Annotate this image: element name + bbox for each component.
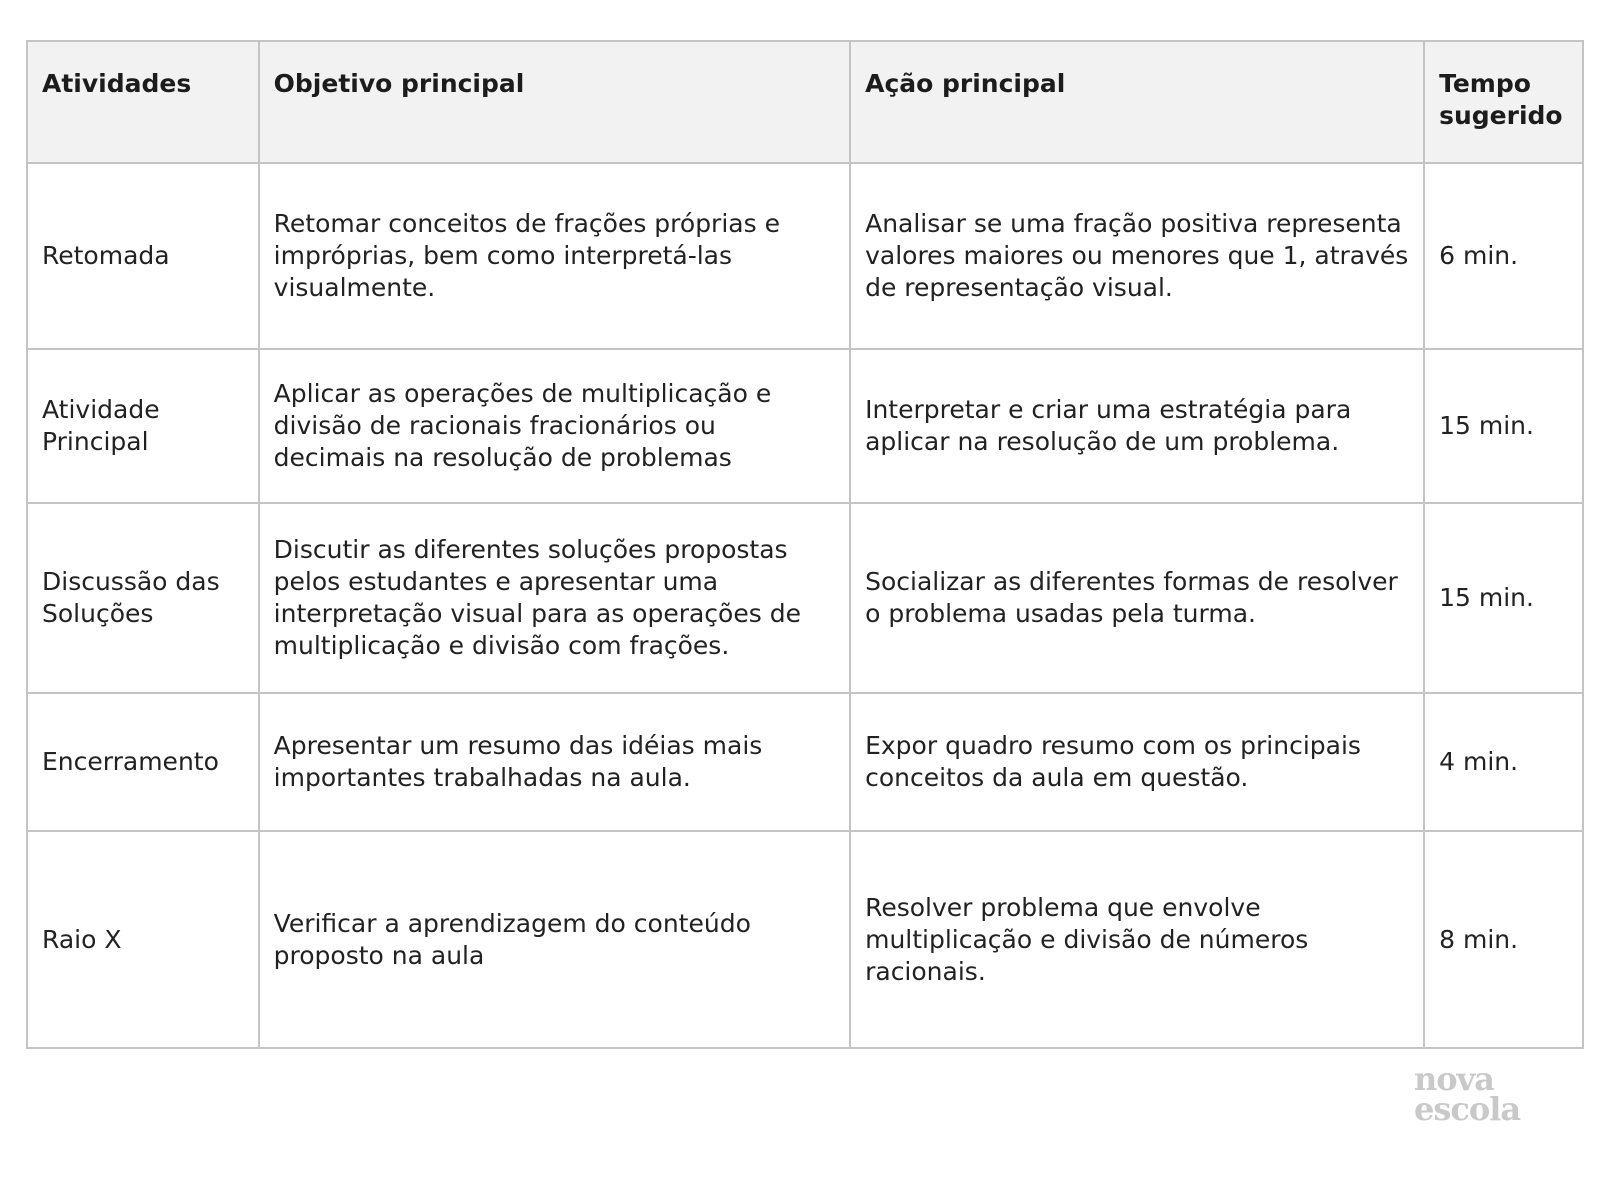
cell-atividade: Retomada — [27, 163, 259, 349]
cell-atividade: Atividade Principal — [27, 349, 259, 503]
header-objetivo: Objetivo principal — [259, 41, 850, 163]
cell-acao: Resolver problema que envolve multiplicação e divisão de números racionais. — [850, 831, 1424, 1048]
cell-atividade: Discussão das Soluções — [27, 503, 259, 693]
cell-tempo: 6 min. — [1424, 163, 1583, 349]
table-row — [27, 693, 1583, 831]
cell-objetivo: Discutir as diferentes soluções propostas pelos estudantes e apresentar uma interpretação visual para as operações de multiplicação e divisão com frações. — [259, 503, 850, 693]
cell-objetivo: Retomar conceitos de frações próprias e impróprias, bem como interpretá-las visualmente. — [259, 163, 850, 349]
table-row — [27, 503, 1583, 693]
cell-acao: Expor quadro resumo com os principais conceitos da aula em questão. — [850, 693, 1424, 831]
cell-objetivo: Aplicar as operações de multiplicação e divisão de racionais fracionários ou decimais na resolução de problemas — [259, 349, 850, 503]
cell-acao: Interpretar e criar uma estratégia para aplicar na resolução de um problema. — [850, 349, 1424, 503]
cell-atividade: Encerramento — [27, 693, 259, 831]
table-header-row — [27, 41, 1583, 163]
cell-tempo: 8 min. — [1424, 831, 1583, 1048]
cell-objetivo: Apresentar um resumo das idéias mais importantes trabalhadas na aula. — [259, 693, 850, 831]
cell-tempo: 15 min. — [1424, 349, 1583, 503]
cell-acao: Socializar as diferentes formas de resolver o problema usadas pela turma. — [850, 503, 1424, 693]
cell-tempo: 15 min. — [1424, 503, 1583, 693]
lesson-plan-table — [26, 40, 1584, 1049]
logo-line-escola: escola — [1414, 1090, 1521, 1128]
nova-escola-logo — [1414, 1060, 1544, 1128]
header-atividades: Atividades — [27, 41, 259, 163]
header-tempo: Tempo sugerido — [1424, 41, 1583, 163]
table-row — [27, 349, 1583, 503]
cell-tempo: 4 min. — [1424, 693, 1583, 831]
cell-acao: Analisar se uma fração positiva representa valores maiores ou menores que 1, através de representação visual. — [850, 163, 1424, 349]
cell-atividade: Raio X — [27, 831, 259, 1048]
cell-objetivo: Verificar a aprendizagem do conteúdo proposto na aula — [259, 831, 850, 1048]
table-row — [27, 831, 1583, 1048]
table-row — [27, 163, 1583, 349]
logo-line-nova: nova — [1414, 1060, 1494, 1098]
header-acao: Ação principal — [850, 41, 1424, 163]
